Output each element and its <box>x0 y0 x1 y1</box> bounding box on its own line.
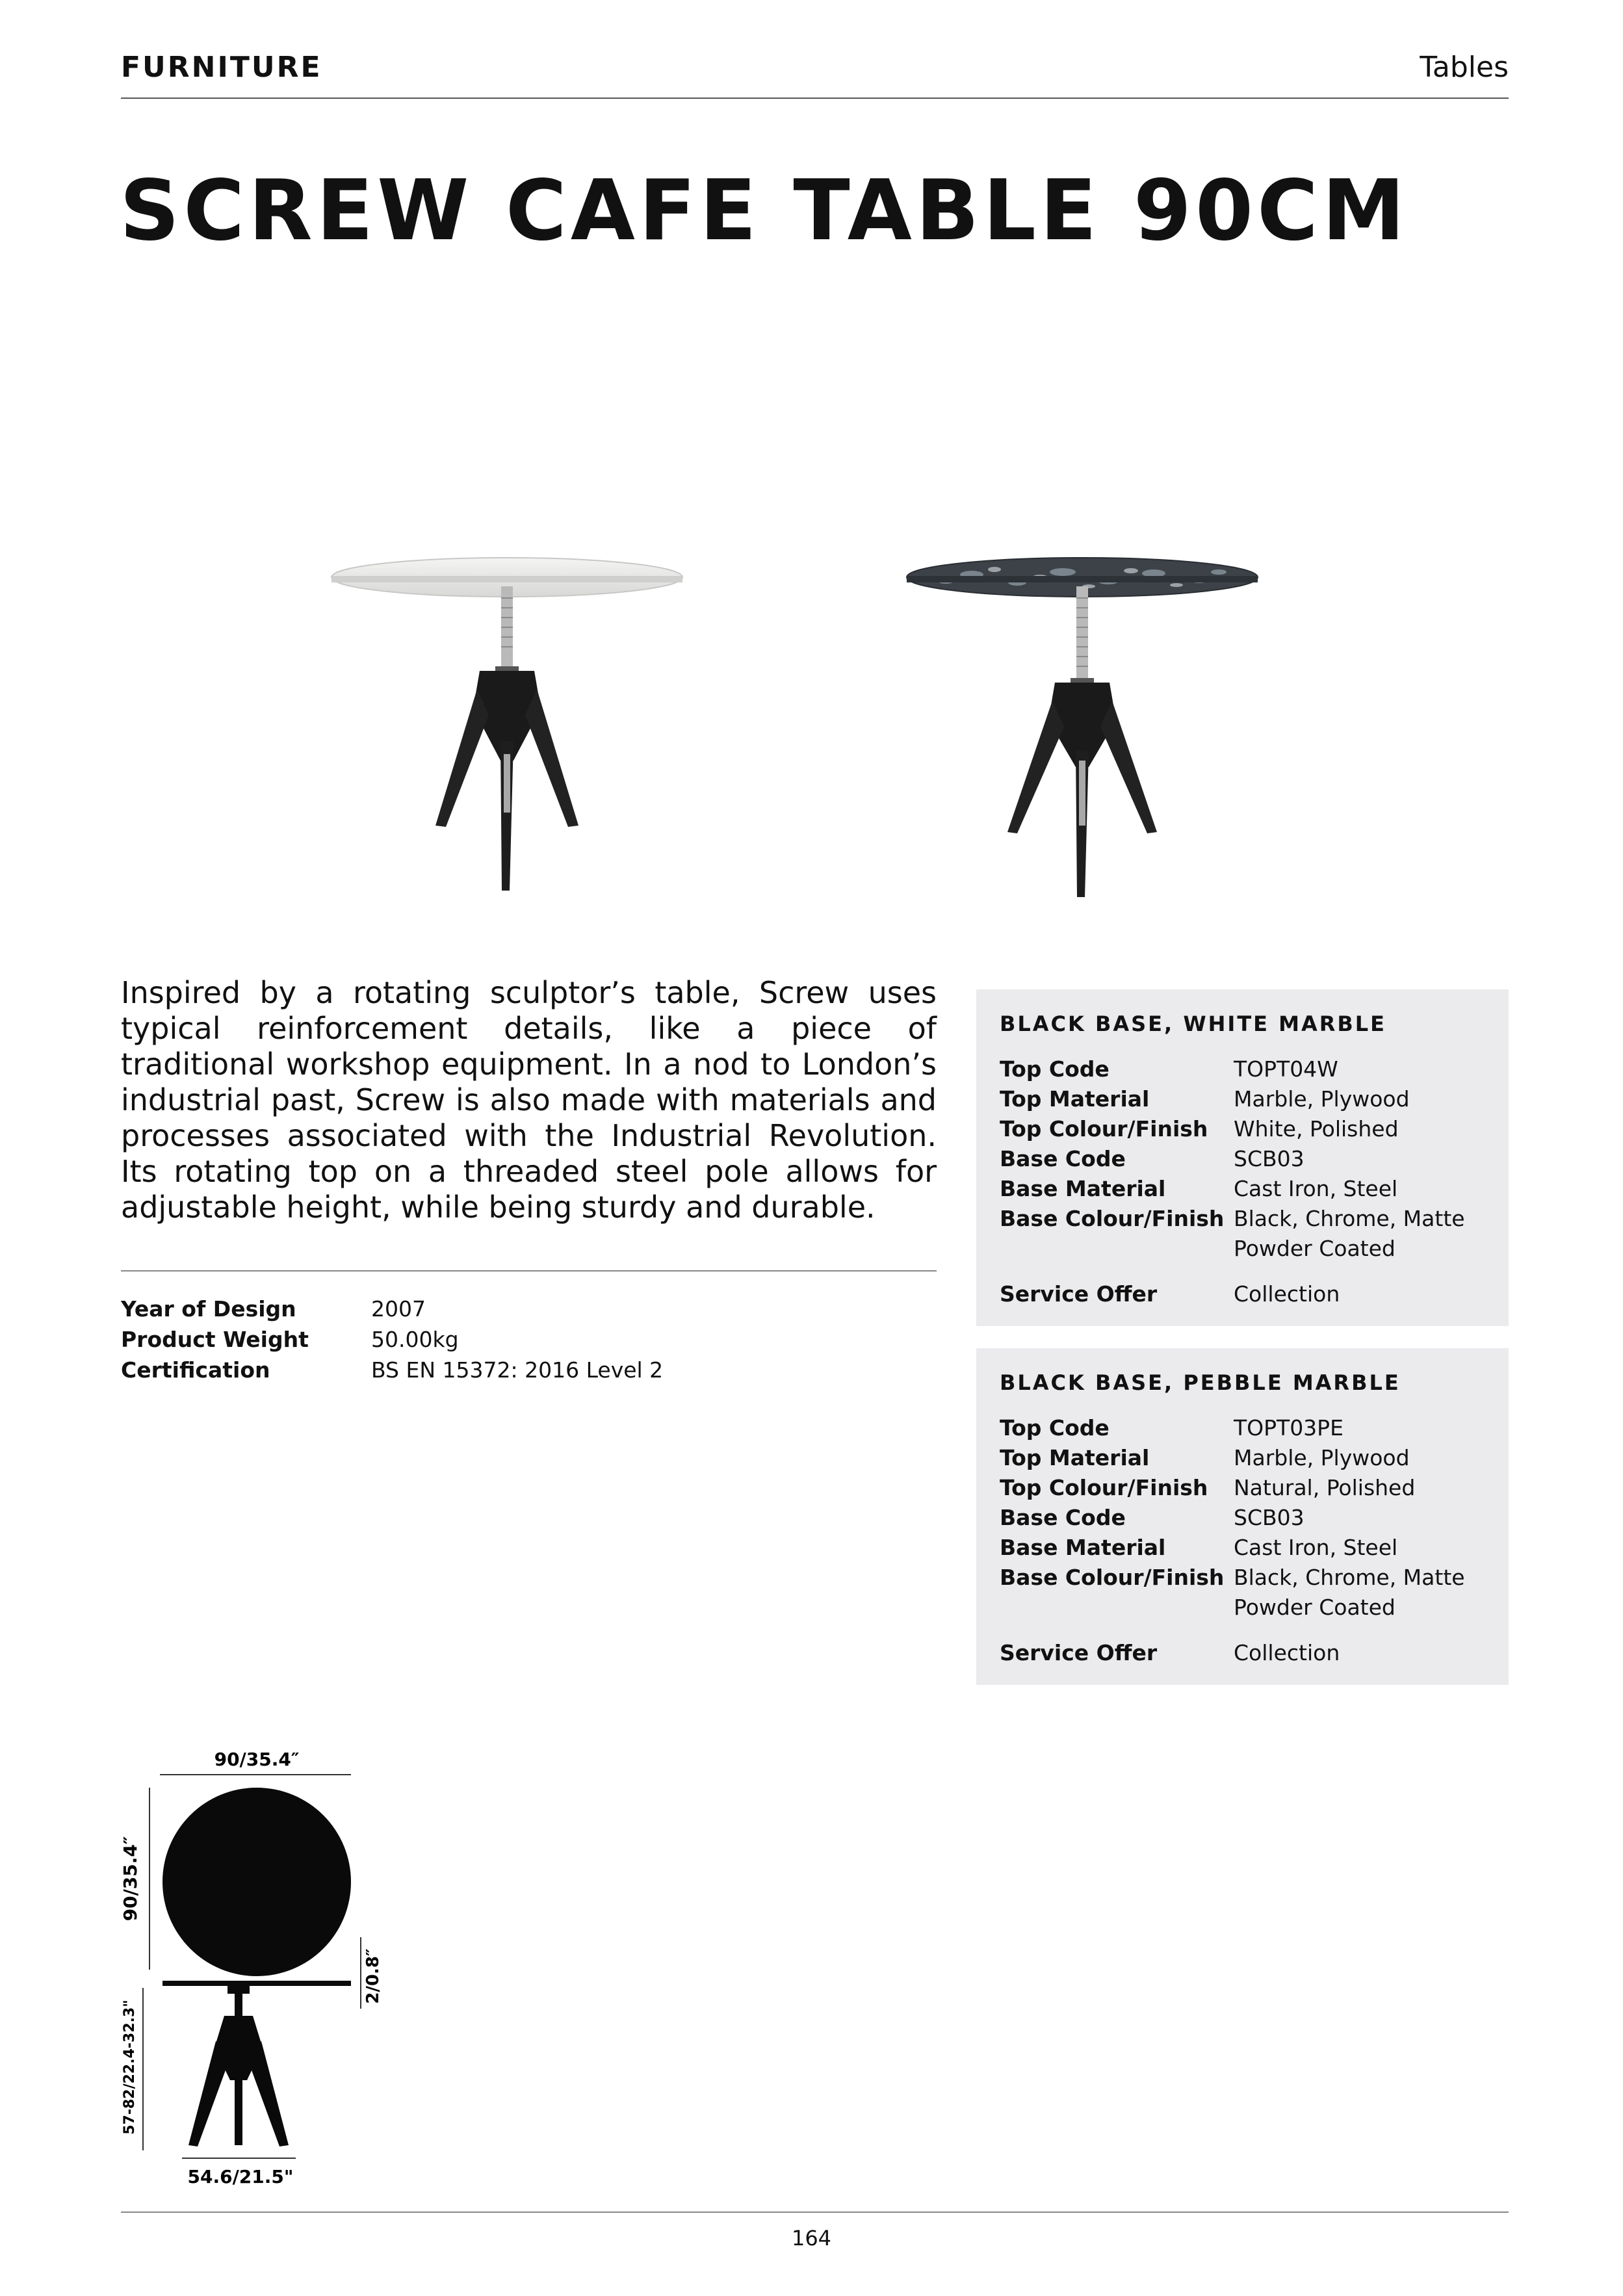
description-divider <box>121 1270 937 1272</box>
table-top-elevation <box>162 1981 351 1986</box>
spec-value: Marble, Plywood <box>1234 1086 1410 1112</box>
spec-value: TOPT04W <box>1234 1056 1338 1082</box>
fact-row-certification <box>121 1355 663 1385</box>
spec-row <box>1000 1114 1485 1144</box>
spec-row <box>1000 1054 1485 1084</box>
dim-top-depth: 90/35.4″ <box>120 1836 141 1922</box>
spec-row <box>1000 1144 1485 1174</box>
variant-title: BLACK BASE, PEBBLE MARBLE <box>1000 1370 1401 1395</box>
spec-value: White, Polished <box>1234 1116 1399 1141</box>
fact-row-weight <box>121 1324 663 1355</box>
spec-row <box>1000 1473 1485 1503</box>
spec-label: Top Code <box>1000 1056 1110 1082</box>
spec-row <box>1000 1503 1485 1533</box>
fact-label: Certification <box>121 1357 270 1383</box>
spec-label: Top Material <box>1000 1086 1150 1112</box>
fact-label: Product Weight <box>121 1327 309 1352</box>
header-divider <box>121 98 1509 99</box>
spec-label: Base Material <box>1000 1535 1166 1560</box>
spec-label: Base Code <box>1000 1505 1126 1530</box>
spec-label: Top Colour/Finish <box>1000 1475 1208 1500</box>
product-photo-white-marble <box>318 546 695 910</box>
spec-value: Marble, Plywood <box>1234 1445 1410 1470</box>
fact-label: Year of Design <box>121 1296 296 1322</box>
spec-value: Natural, Polished <box>1234 1475 1416 1500</box>
dim-top-width: 90/35.4″ <box>214 1749 300 1770</box>
table-white-marble-illustration <box>318 546 695 910</box>
spec-row <box>1000 1204 1485 1264</box>
dim-height-range: 57-82/22.4-32.3" <box>122 2000 138 2135</box>
fact-value: 50.00kg <box>371 1327 459 1352</box>
spec-value: Black, Chrome, Matte Powder Coated <box>1234 1206 1465 1261</box>
page-number: 164 <box>791 2226 832 2250</box>
variant-panel-white-marble <box>976 989 1509 1326</box>
spec-label: Base Colour/Finish <box>1000 1206 1225 1231</box>
spec-row <box>1000 1413 1485 1443</box>
fact-row-year <box>121 1294 663 1324</box>
category-label: Tables <box>1420 51 1509 84</box>
spec-row <box>1000 1563 1485 1623</box>
spec-row <box>1000 1533 1485 1563</box>
service-value: Collection <box>1234 1640 1340 1665</box>
spec-row <box>1000 1443 1485 1473</box>
dim-top-thickness: 2/0.8″ <box>363 1948 383 2004</box>
spec-value: SCB03 <box>1234 1505 1305 1530</box>
dimension-diagram <box>117 1742 403 2204</box>
spec-row <box>1000 1174 1485 1204</box>
service-label: Service Offer <box>1000 1640 1158 1665</box>
spec-label: Top Material <box>1000 1445 1150 1470</box>
section-label: FURNITURE <box>121 51 322 84</box>
dim-base-width: 54.6/21.5" <box>187 2166 294 2187</box>
spec-value: SCB03 <box>1234 1146 1305 1171</box>
fact-value: BS EN 15372: 2016 Level 2 <box>371 1357 664 1383</box>
spec-value: Cast Iron, Steel <box>1234 1176 1398 1201</box>
spec-label: Top Code <box>1000 1415 1110 1441</box>
service-row <box>1000 1638 1485 1668</box>
spec-row <box>1000 1084 1485 1114</box>
product-photo-pebble-marble <box>894 546 1271 910</box>
table-pebble-marble-illustration <box>894 546 1271 910</box>
spec-value: Black, Chrome, Matte Powder Coated <box>1234 1565 1465 1620</box>
spec-label: Base Material <box>1000 1176 1166 1201</box>
fact-value: 2007 <box>371 1296 426 1322</box>
service-value: Collection <box>1234 1281 1340 1307</box>
product-description: Inspired by a rotating sculptor’s table, Screw uses typical reinforcement details, like a piece of traditional workshop equipment. In a nod to London’s industrial past, Screw is also made with materials and processes associated with the Industrial Revolution. Its rotating top on a threaded steel pole allows for adjustable height, while being sturdy and durable. <box>121 975 937 1225</box>
table-top-plan-view <box>162 1788 351 1976</box>
variant-panel-pebble-marble <box>976 1348 1509 1685</box>
spec-value: TOPT03PE <box>1234 1415 1344 1441</box>
service-row <box>1000 1279 1485 1309</box>
spec-label: Base Code <box>1000 1146 1126 1171</box>
service-label: Service Offer <box>1000 1281 1158 1307</box>
variant-title: BLACK BASE, WHITE MARBLE <box>1000 1011 1387 1036</box>
spec-value: Cast Iron, Steel <box>1234 1535 1398 1560</box>
page-title: SCREW CAFE TABLE 90CM <box>120 163 1409 259</box>
footer-divider <box>121 2211 1509 2213</box>
spec-label: Base Colour/Finish <box>1000 1565 1225 1590</box>
product-facts <box>121 1294 663 1385</box>
spec-label: Top Colour/Finish <box>1000 1116 1208 1141</box>
